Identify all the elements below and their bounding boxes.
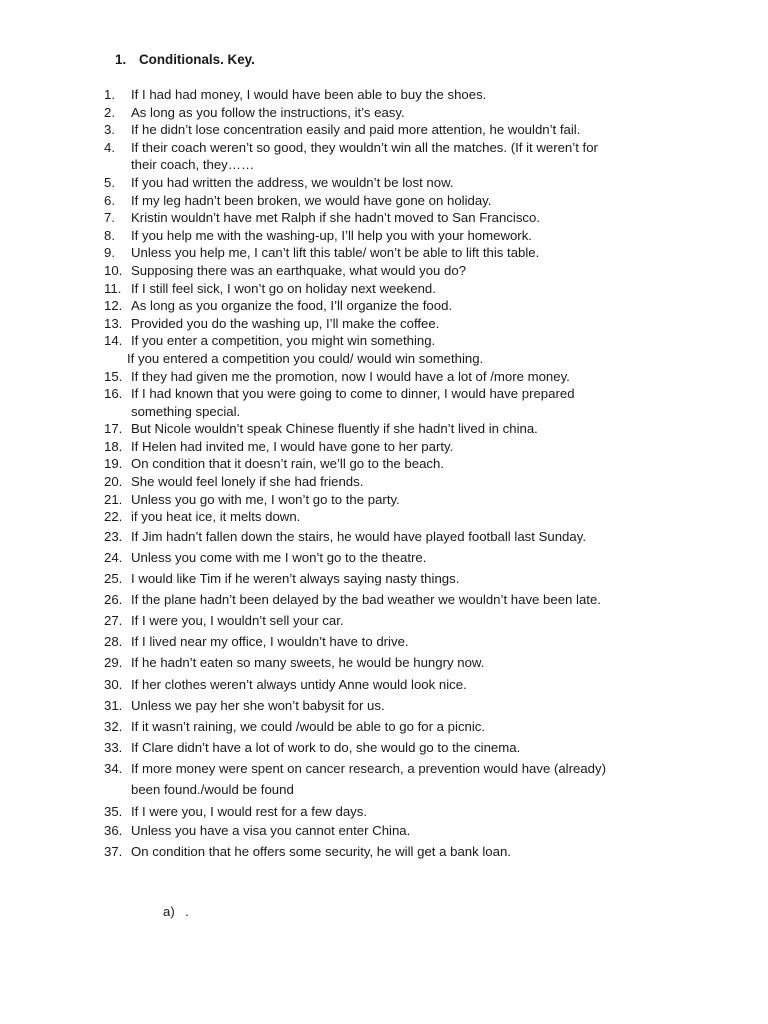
list-item-text: If their coach weren’t so good, they wouldn’t win all the matches. (If it weren’t for bbox=[131, 139, 598, 155]
list-item-number: 25. bbox=[104, 571, 123, 587]
list-item-number: 6. bbox=[104, 192, 115, 208]
list-item bbox=[104, 262, 664, 280]
list-item-text: If you enter a competition, you might win something. bbox=[131, 333, 436, 349]
list-item-number: 24. bbox=[104, 549, 123, 565]
list-item-number: 20. bbox=[104, 474, 123, 490]
list-item bbox=[104, 491, 664, 509]
list-item-number: 34. bbox=[104, 760, 123, 776]
list-item-number: 4. bbox=[104, 139, 115, 155]
list-item bbox=[104, 139, 664, 174]
list-item-continuation: their coach, they…… bbox=[131, 157, 255, 173]
list-item bbox=[104, 676, 664, 694]
list-item-text: I would like Tim if he weren’t always saying nasty things. bbox=[131, 571, 460, 587]
list-item-text: If you had written the address, we wouldn’t be lost now. bbox=[131, 174, 454, 190]
list-item bbox=[104, 332, 664, 350]
list-item bbox=[104, 104, 664, 122]
heading-number: 1. bbox=[115, 52, 127, 67]
list-item-number: 19. bbox=[104, 456, 123, 472]
list-item-number: 12. bbox=[104, 298, 123, 314]
answer-list bbox=[104, 86, 664, 861]
list-item bbox=[104, 612, 664, 630]
list-item-number: 5. bbox=[104, 174, 115, 190]
list-item-text: If Jim hadn’t fallen down the stairs, he would have played football last Sunday. bbox=[131, 528, 586, 544]
list-item-text: As long as you organize the food, I’ll organize the food. bbox=[131, 298, 453, 314]
list-item-number: 15. bbox=[104, 368, 123, 384]
list-item-continuation: something special. bbox=[131, 403, 241, 419]
list-item bbox=[104, 843, 664, 861]
list-item-text: If I lived near my office, I wouldn’t have to drive. bbox=[131, 634, 409, 650]
heading-title: Conditionals. Key. bbox=[139, 52, 255, 67]
list-item bbox=[104, 697, 664, 715]
list-item bbox=[104, 420, 664, 438]
list-item-text: Unless you have a visa you cannot enter China. bbox=[131, 823, 411, 839]
list-item-number: 31. bbox=[104, 697, 123, 713]
list-item-number: 36. bbox=[104, 823, 123, 839]
list-item-text: If he didn’t lose concentration easily and paid more attention, he wouldn’t fail. bbox=[131, 122, 581, 138]
list-item bbox=[104, 244, 664, 262]
list-item bbox=[104, 549, 664, 567]
list-item bbox=[104, 591, 664, 609]
list-item bbox=[104, 570, 664, 588]
list-item-text: But Nicole wouldn’t speak Chinese fluently if she hadn’t lived in china. bbox=[131, 421, 538, 437]
list-item-text: If it wasn’t raining, we could /would be able to go for a picnic. bbox=[131, 718, 486, 734]
list-item-text: If I were you, I would rest for a few days. bbox=[131, 803, 368, 819]
list-item-number: 26. bbox=[104, 592, 123, 608]
list-item-number: 29. bbox=[104, 655, 123, 671]
list-item-text: If he hadn’t eaten so many sweets, he would be hungry now. bbox=[131, 655, 485, 671]
list-item-text: If I had known that you were going to come to dinner, I would have prepared bbox=[131, 386, 575, 402]
list-item-number: 3. bbox=[104, 122, 115, 138]
list-item-number: 7. bbox=[104, 210, 115, 226]
list-item bbox=[104, 455, 664, 473]
list-item bbox=[104, 718, 664, 736]
list-item bbox=[104, 739, 664, 757]
list-item-text: If more money were spent on cancer research, a prevention would have (already) bbox=[131, 760, 606, 776]
list-item-text: As long as you follow the instructions, it’s easy. bbox=[131, 104, 405, 120]
list-item bbox=[104, 385, 664, 420]
list-item-text: If my leg hadn’t been broken, we would have gone on holiday. bbox=[131, 192, 492, 208]
list-item-text: Provided you do the washing up, I’ll make the coffee. bbox=[131, 315, 440, 331]
list-item bbox=[104, 315, 664, 333]
list-item bbox=[104, 654, 664, 672]
list-item bbox=[104, 528, 664, 546]
list-item-number: 21. bbox=[104, 491, 123, 507]
list-item bbox=[104, 280, 664, 298]
list-item-text: Kristin wouldn’t have met Ralph if she hadn’t moved to San Francisco. bbox=[131, 210, 541, 226]
footer-label: a) bbox=[163, 904, 175, 919]
list-item-number: 28. bbox=[104, 634, 123, 650]
list-item-text: On condition that it doesn’t rain, we’ll go to the beach. bbox=[131, 456, 445, 472]
list-item-text: Unless you help me, I can’t lift this table/ won’t be able to lift this table. bbox=[131, 245, 540, 261]
list-item-text: Supposing there was an earthquake, what would you do? bbox=[131, 262, 467, 278]
list-item bbox=[104, 803, 664, 821]
list-item bbox=[104, 86, 664, 104]
list-item-number: 13. bbox=[104, 315, 123, 331]
list-item-number: 14. bbox=[104, 333, 123, 349]
list-item-text: If Clare didn’t have a lot of work to do, she would go to the cinema. bbox=[131, 739, 521, 755]
list-item-number: 37. bbox=[104, 844, 123, 860]
list-item bbox=[104, 508, 664, 526]
list-item-alternative: If you entered a competition you could/ would win something. bbox=[127, 350, 484, 366]
list-item-text: If they had given me the promotion, now I would have a lot of /more money. bbox=[131, 368, 570, 384]
list-item-continuation: been found./would be found bbox=[131, 782, 294, 798]
list-item-text: If her clothes weren’t always untidy Anne would look nice. bbox=[131, 676, 467, 692]
list-item bbox=[104, 192, 664, 210]
list-item-text: Unless you go with me, I won’t go to the party. bbox=[131, 491, 400, 507]
list-item-number: 17. bbox=[104, 421, 123, 437]
list-item-number: 11. bbox=[104, 280, 122, 296]
list-item-number: 35. bbox=[104, 803, 123, 819]
page-heading bbox=[115, 52, 255, 67]
footer-subitem bbox=[163, 904, 189, 919]
list-item-number: 1. bbox=[104, 87, 115, 102]
list-item-number: 10. bbox=[104, 262, 123, 278]
list-item bbox=[104, 822, 664, 840]
list-item-number: 16. bbox=[104, 386, 123, 402]
list-item-text: If the plane hadn’t been delayed by the bad weather we wouldn’t have been late. bbox=[131, 592, 601, 608]
list-item bbox=[104, 760, 664, 799]
list-item-text: If Helen had invited me, I would have gone to her party. bbox=[131, 438, 454, 454]
list-item-number: 2. bbox=[104, 104, 115, 120]
list-item bbox=[104, 121, 664, 139]
list-item-number: 18. bbox=[104, 438, 123, 454]
list-item-text: On condition that he offers some security, he will get a bank loan. bbox=[131, 844, 511, 860]
list-item-text: Unless you come with me I won’t go to the theatre. bbox=[131, 549, 427, 565]
list-item-text: If I still feel sick, I won’t go on holiday next weekend. bbox=[131, 280, 436, 296]
list-item-number: 33. bbox=[104, 739, 123, 755]
list-item-number: 27. bbox=[104, 613, 123, 629]
list-item bbox=[104, 633, 664, 651]
list-item-text: If I had had money, I would have been able to buy the shoes. bbox=[131, 87, 487, 102]
list-item-number: 8. bbox=[104, 227, 115, 243]
list-item bbox=[104, 174, 664, 192]
list-item-text: If you help me with the washing-up, I’ll help you with your homework. bbox=[131, 227, 532, 243]
list-item-text: She would feel lonely if she had friends. bbox=[131, 474, 364, 490]
list-item bbox=[104, 227, 664, 245]
list-item bbox=[104, 209, 664, 227]
list-item-number: 23. bbox=[104, 528, 123, 544]
list-item-text: if you heat ice, it melts down. bbox=[131, 509, 301, 525]
list-item bbox=[104, 368, 664, 386]
list-item-text: Unless we pay her she won’t babysit for us. bbox=[131, 697, 385, 713]
footer-text: . bbox=[185, 904, 189, 919]
list-item-number: 9. bbox=[104, 245, 115, 261]
list-item-number: 30. bbox=[104, 676, 123, 692]
list-item bbox=[104, 473, 664, 491]
list-item bbox=[104, 297, 664, 315]
list-item-number: 32. bbox=[104, 718, 123, 734]
list-item-text: If I were you, I wouldn’t sell your car. bbox=[131, 613, 344, 629]
list-item-number: 22. bbox=[104, 509, 123, 525]
list-item bbox=[104, 438, 664, 456]
